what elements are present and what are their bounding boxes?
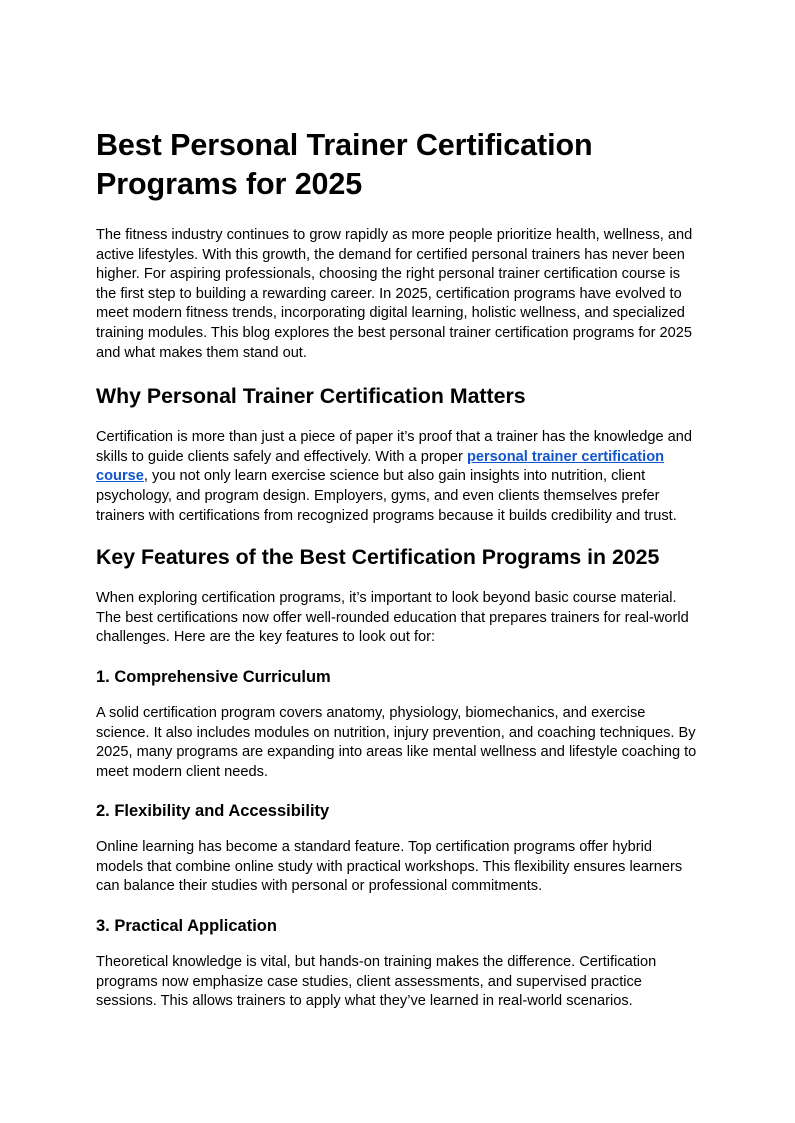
why-paragraph bbox=[96, 428, 700, 526]
feature-heading-practical: 3. Practical Application bbox=[96, 917, 277, 936]
page-title: Best Personal Trainer Certification Programs for 2025 bbox=[96, 128, 593, 201]
intro-paragraph: The fitness industry continues to grow rapidly as more people prioritize health, wellness, and active lifestyles. With this growth, the demand for certified personal trainers has never been higher. For aspiring professionals, choosing the right personal trainer certification course is the first step to building a rewarding career. In 2025, certification programs have evolved to meet modern fitness trends, incorporating digital learning, holistic wellness, and specialized training modules. This blog explores the best personal trainer certification programs for 2025 and what makes them stand out. bbox=[96, 227, 693, 361]
feature-heading-curriculum: 1. Comprehensive Curriculum bbox=[96, 667, 331, 686]
document-page bbox=[96, 126, 700, 1012]
feature-text-flexibility: Online learning has become a standard feature. Top certification programs offer hybrid models that combine online study with practical workshops. This flexibility ensures learners can balance their studies with personal or professional commitments. bbox=[96, 839, 683, 895]
why-text-before-link: Certification is more than just a piece of paper it’s proof that a trainer has the knowledge and skills to guide clients safely and effectively. With a proper bbox=[96, 429, 692, 465]
features-heading: Key Features of the Best Certification Programs in 2025 bbox=[96, 545, 660, 570]
feature-heading-flexibility: 2. Flexibility and Accessibility bbox=[96, 802, 330, 821]
features-intro-paragraph: When exploring certification programs, it’s important to look beyond basic course material. The best certifications now offer well-rounded education that prepares trainers for real-world challenges. Here are the key features to look out for: bbox=[96, 590, 689, 646]
feature-text-practical: Theoretical knowledge is vital, but hands-on training makes the difference. Certification programs now emphasize case studies, client assessments, and supervised practice sessions. This allows trainers to apply what they’ve learned in real-world scenarios. bbox=[96, 954, 657, 1010]
feature-text-curriculum: A solid certification program covers anatomy, physiology, biomechanics, and exercise science. It also includes modules on nutrition, injury prevention, and coaching techniques. By 2025, many programs are expanding into areas like mental wellness and lifestyle coaching to meet modern client needs. bbox=[96, 704, 697, 780]
certification-course-link[interactable]: personal trainer certification course bbox=[96, 448, 665, 485]
why-text-after-link: , you not only learn exercise science but also gain insights into nutrition, client psychology, and program design. Employers, gyms, and even clients themselves prefer trainers with certifications from recognized programs because it builds credibility and trust. bbox=[96, 468, 677, 524]
why-heading: Why Personal Trainer Certification Matters bbox=[96, 384, 526, 409]
